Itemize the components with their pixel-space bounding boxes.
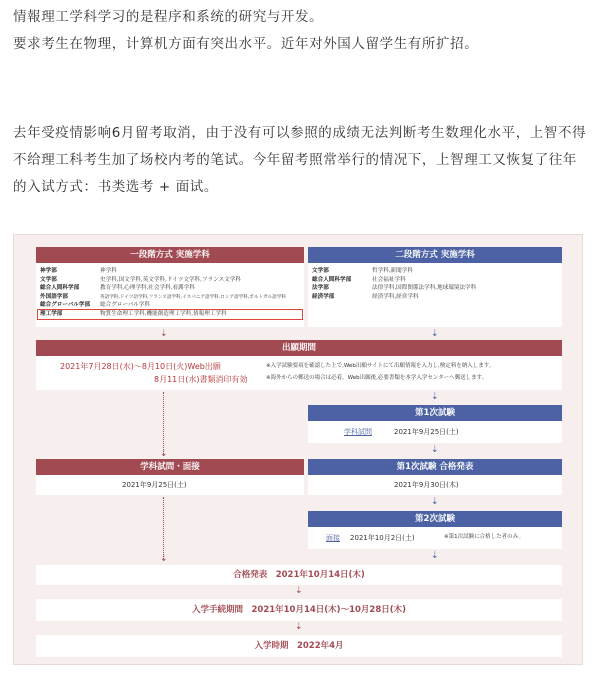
pass-announcement: 合格発表 2021年10月14日(木) (36, 565, 562, 585)
application-period-header: 出願期間 (36, 340, 562, 356)
list-item: 総合人間科学部 社会福祉学科 (312, 276, 406, 283)
list-item: 文学部 史学科,国文学科,英文学科,ドイツ文学科,フランス文学科 (40, 276, 241, 283)
application-note-1: ※入学試験要項を確認した上で,Web出願サイトにて出願情報を入力し,検定料を納入します。 (266, 363, 495, 369)
postmark-deadline: 8月11日(水)書類消印有効 (154, 375, 248, 384)
first-result-box (308, 475, 562, 495)
two-stage-header: 二段階方式 実施学科 (308, 247, 562, 263)
arrow-down-icon: ⇣ (160, 449, 168, 459)
arrow-down-icon: ⇣ (160, 329, 168, 339)
second-exam-label: 面接 (326, 534, 340, 542)
one-stage-list (36, 263, 304, 327)
second-exam-date: 2021年10月2日(土) (350, 534, 415, 542)
application-dates: 2021年7月28日(水)～8月10日(火)Web出願 (60, 362, 221, 371)
second-exam-header: 第2次試験 (308, 511, 562, 527)
one-stage-header: 一段階方式 実施学科 (36, 247, 304, 263)
first-exam-box (308, 421, 562, 443)
subject-exam-interview-header: 学科試問・面接 (36, 459, 304, 475)
second-exam-note: ※第1次試験に合格した者のみ。 (444, 534, 524, 540)
first-exam-label: 学科試問 (344, 428, 372, 436)
subject-exam-interview-box (36, 475, 304, 495)
list-item: 神学部 神学科 (40, 268, 117, 274)
list-item: 外国語学部 英語学科,ドイツ語学科,フランス語学科,イスパニア語学科,ロシア語学科,ポルトガル語学科 (40, 293, 286, 300)
list-item: 総合グローバル学部 総合グローバル学科 (40, 302, 151, 308)
list-item: 文学部 哲学科,新聞学科 (312, 268, 413, 274)
list-item: 総合人間科学部 教育学科,心理学科,社会学科,看護学科 (40, 285, 195, 291)
arrow-down-icon: ⇣ (160, 554, 168, 564)
dotted-connector (163, 497, 164, 559)
intro-line-2: 要求考生在物理，计算机方面有突出水平。近年对外国人留学生有所扩招。 (13, 36, 479, 52)
intro-paragraph (13, 4, 588, 58)
first-exam-header: 第1次試験 (308, 405, 562, 421)
application-period-box (36, 356, 562, 390)
arrow-down-icon: ⇣ (431, 445, 439, 455)
list-item: 理工学部 物質生命理工学科,機能創造理工学科,情報理工学科 (40, 311, 227, 317)
intro-line-1: 情報理工学科学习的是程序和系统的研究与开发。 (13, 9, 324, 25)
enrollment-time: 入学時期 2022年4月 (36, 635, 562, 657)
arrow-down-icon: ⇣ (431, 392, 439, 402)
arrow-down-icon: ⇣ (431, 551, 439, 561)
arrow-down-icon: ⇣ (295, 622, 303, 632)
exam-paragraph: 去年受疫情影响6月留考取消，由于没有可以参照的成绩无法判断考生数理化水平，上智不得不给理工科考生加了场校内考的笔试。今年留考照常举行的情况下，上智理工又恢复了往年的入试方式：书类选考 + 面试。 (13, 125, 587, 195)
arrow-down-icon: ⇣ (295, 586, 303, 596)
enrollment-period: 入学手続期間 2021年10月14日(木)～10月28日(木) (36, 599, 562, 621)
first-result-date: 2021年9月30日(木) (394, 481, 459, 489)
arrow-down-icon: ⇣ (431, 497, 439, 507)
list-item: 法学部 法律学科,国際関係法学科,地球環境法学科 (312, 285, 477, 291)
admission-schedule-figure (13, 234, 583, 665)
first-exam-date: 2021年9月25日(土) (394, 428, 459, 436)
first-result-header: 第1次試験 合格発表 (308, 459, 562, 475)
list-item: 経済学部 経済学科,経営学科 (312, 293, 419, 300)
arrow-down-icon: ⇣ (431, 329, 439, 339)
application-note-2: ※海外からの郵送の場合は必着。Web出願後,必要書類を本学入学センターへ郵送します。 (266, 375, 488, 381)
second-exam-box (308, 527, 562, 549)
subject-exam-date: 2021年9月25日(土) (122, 481, 187, 489)
dotted-connector (163, 392, 164, 456)
two-stage-list (308, 263, 562, 327)
